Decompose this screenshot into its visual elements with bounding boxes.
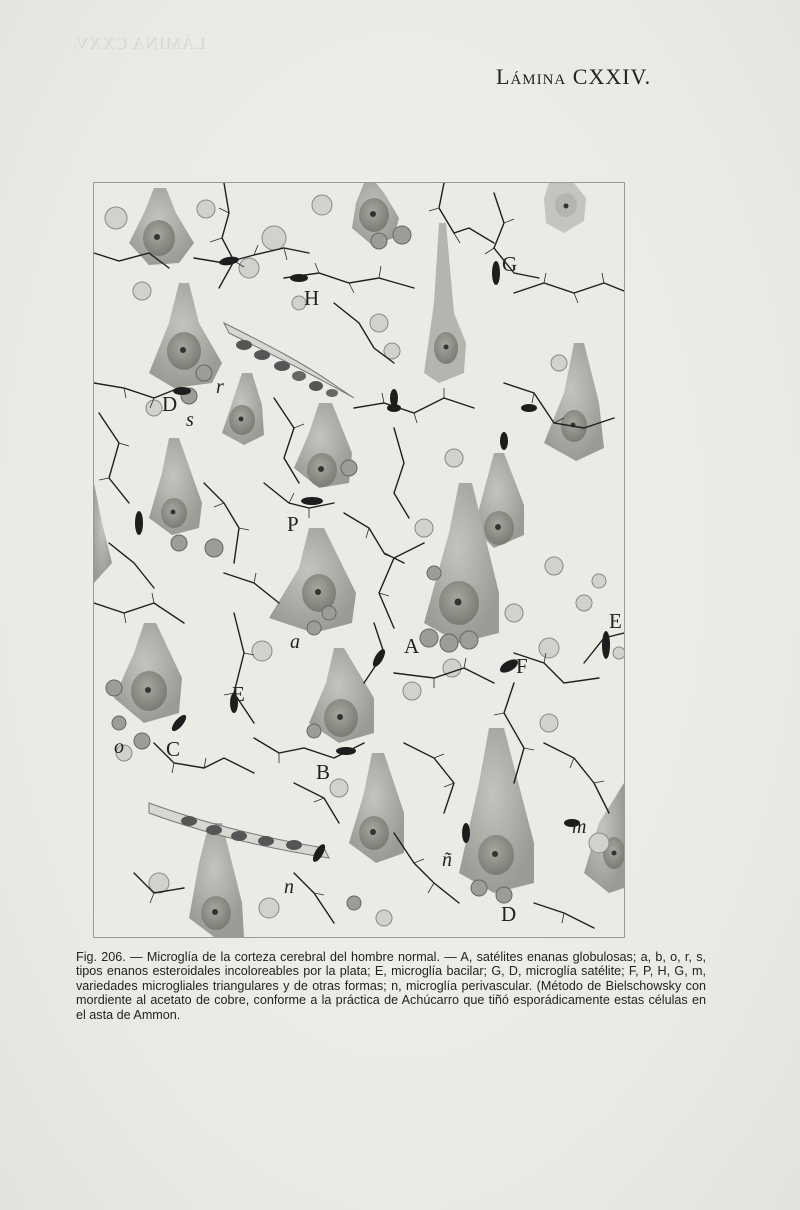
label-E-left: E bbox=[232, 682, 245, 706]
label-o: o bbox=[114, 736, 124, 758]
plate-title bbox=[496, 64, 651, 90]
bleed-through-title: LÁMINA CXXV. bbox=[72, 34, 206, 53]
figure-caption: Fig. 206. — Microglía de la corteza cerebral del hombre normal. — A, satélites enanas globulosas; a, b, o, r, s, tipos enanos esteroidales incoloreables por la plata; E, microglía bacilar; G, D, microglía satélite; F, P, H, G, m, variedades microgliales triangulares y de otras formas; n, microglía perivascular. (Método de Bielschowsky con mordiente al acetato de cobre, conforme a la práctica de Achúcarro que tiñó esporádicamente estas células en el asta de Ammon. bbox=[76, 950, 706, 1022]
label-n-tilde: ñ bbox=[442, 849, 452, 871]
label-B: B bbox=[316, 760, 331, 784]
label-A: A bbox=[404, 634, 420, 658]
label-a: a bbox=[290, 631, 300, 653]
label-E-right: E bbox=[609, 609, 622, 633]
label-s: s bbox=[186, 409, 194, 431]
histology-figure bbox=[93, 182, 625, 938]
label-n: n bbox=[284, 876, 294, 898]
label-D-top: D bbox=[162, 392, 178, 416]
label-P: P bbox=[287, 512, 299, 536]
plate-title-text: Lámina CXXIV. bbox=[496, 64, 652, 89]
label-H: H bbox=[304, 286, 320, 310]
microglia-illustration bbox=[94, 183, 624, 937]
label-D-bottom: D bbox=[501, 902, 517, 926]
label-G: G bbox=[502, 252, 518, 276]
label-C: C bbox=[166, 737, 181, 761]
label-F: F bbox=[516, 654, 528, 678]
label-m: m bbox=[572, 816, 587, 838]
label-r: r bbox=[216, 376, 224, 398]
